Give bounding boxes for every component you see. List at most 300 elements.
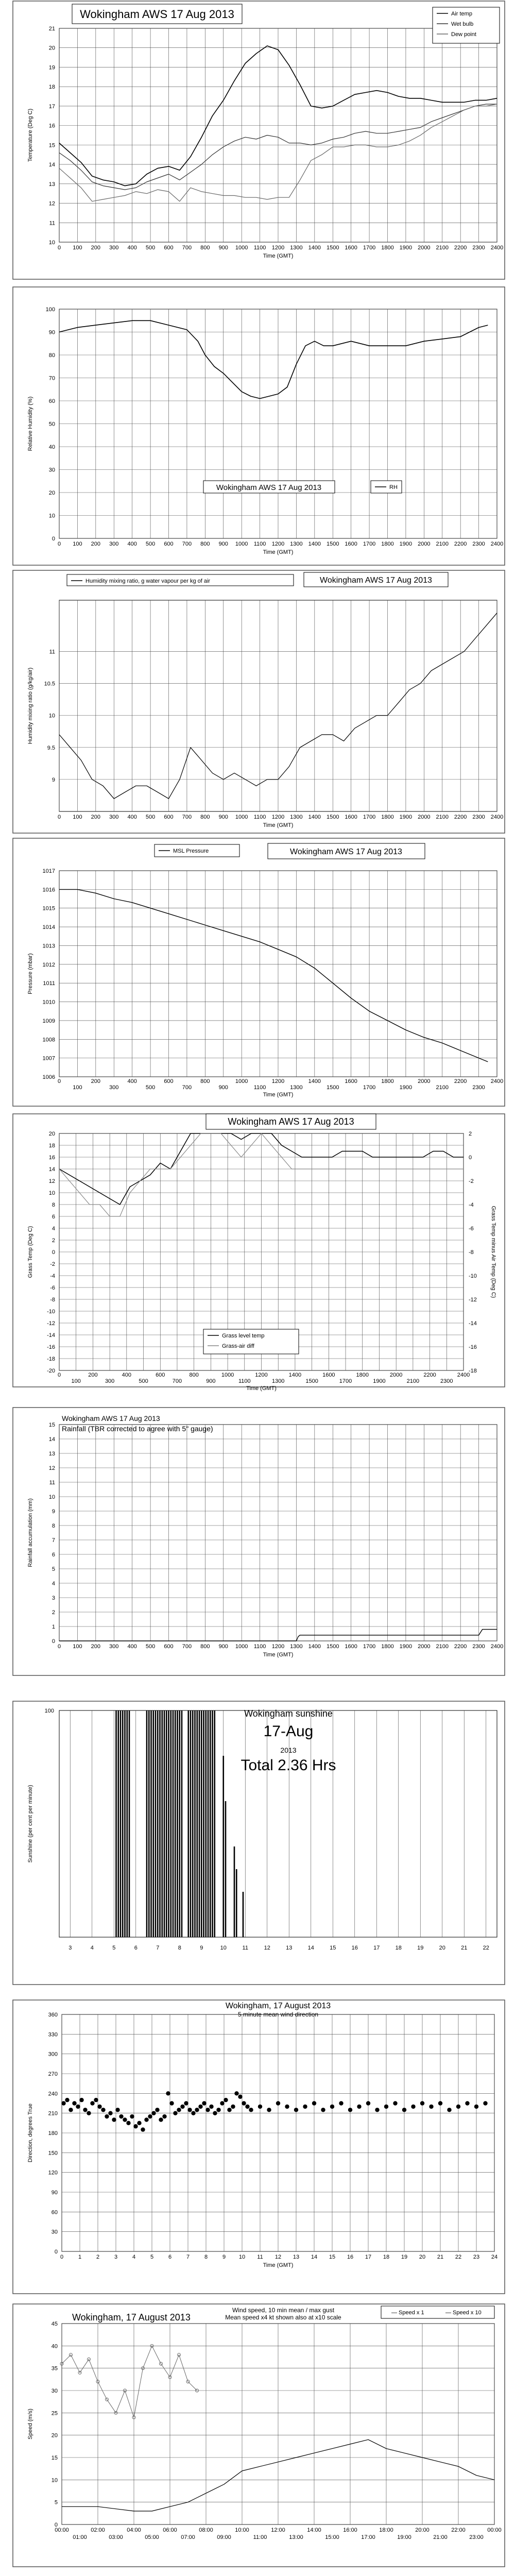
x-tick-label: 600 [156,1372,165,1378]
x-tick-label: 1200 [271,814,285,820]
x-tick-label: 900 [218,541,228,547]
x-tick-label: 20:00 [415,2527,430,2533]
x-tick-label: 2400 [457,1372,470,1378]
x-tick-label: 200 [91,245,101,251]
data-point [180,2105,184,2109]
x-tick-label: 1200 [271,245,285,251]
x-tick-label: 400 [127,245,137,251]
data-point [267,2108,271,2112]
x-tick-label: 2400 [490,1643,504,1650]
y-tick-label: 2 [52,1238,55,1244]
legend-entry: Grass-air diff [222,1343,254,1349]
x-tick-label: 2000 [389,1372,403,1378]
y-tick-label: 360 [48,2012,58,2018]
x-tick-label: 0 [57,245,61,251]
data-point [202,2101,206,2105]
y-tick-label: 12 [48,1465,55,1471]
y-tick-label: 0 [52,536,55,542]
x-tick-label: 1100 [253,245,266,251]
y-axis-label: Humidity mixing ratio (g/kg/air) [27,667,33,744]
data-point [303,2105,307,2109]
x-tick-label: 1700 [363,245,376,251]
legend-entry: Dew point [451,31,476,38]
data-point [245,2105,249,2109]
x-tick-label: 1000 [235,814,248,820]
x-tick-label: 1000 [235,1643,248,1650]
x-tick-label: 100 [73,1084,82,1091]
x-tick-label: 300 [109,541,119,547]
x-tick-label: 1100 [253,541,266,547]
y-tick-label: 5 [52,1566,55,1572]
y-tick-label: 18 [48,84,55,91]
x-tick-label: 1700 [363,541,376,547]
y-tick-label: 1007 [42,1055,55,1062]
y-tick-label: 0 [52,1638,55,1645]
x-tick-label: 800 [200,541,210,547]
x-tick-label: 1200 [271,1078,285,1084]
x-tick-label: 800 [200,814,210,820]
x-axis-label: Time (GMT) [263,549,294,555]
chart-title: Wokingham AWS 17 Aug 2013 [80,8,234,21]
x-tick-label: 500 [139,1378,148,1384]
x-tick-label: 1200 [271,541,285,547]
x-tick-label: 12 [274,2254,282,2260]
y-tick-label: 14 [48,1166,55,1173]
y-tick-label: 11 [49,649,55,655]
x-tick-label: 13:00 [289,2534,303,2540]
chart-temp [13,1,505,279]
x-tick-label: 20 [439,1945,445,1951]
x-tick-label: 1600 [345,541,357,547]
x-tick-label: 23:00 [469,2534,484,2540]
data-point [87,2111,91,2115]
y-axis-label: Temperature (Deg C) [27,108,33,162]
data-point [366,2101,370,2105]
y-tick-label: 12 [48,200,55,207]
data-point [209,2105,213,2109]
data-point [177,2108,181,2112]
y-tick-label: 9.5 [47,744,55,751]
x-tick-label: 1100 [253,1084,266,1091]
x-tick-label: 0 [57,814,61,820]
x-axis-label: Time (GMT) [263,1652,294,1658]
x-tick-label: 16 [351,1945,358,1951]
y-tick-label: 30 [51,2388,58,2394]
x-tick-label: 13 [293,2254,300,2260]
y-tick-label: 150 [48,2150,58,2157]
y-tick-label: 15 [48,1422,55,1428]
data-point [357,2105,361,2109]
data-point [115,2108,119,2112]
x-tick-label: 100 [73,814,82,820]
legend-entry: Grass level temp [222,1333,265,1339]
y-tick-label: -10 [47,1309,55,1315]
x-tick-label: 700 [182,1084,192,1091]
data-point [330,2105,334,2109]
data-point [285,2105,289,2109]
x-tick-label: 19 [417,1945,424,1951]
data-point [384,2105,388,2109]
data-point [198,2105,202,2109]
y-tick-label: 17 [48,103,55,110]
x-axis-label: Time (GMT) [246,1385,277,1392]
y-tick-label: 1012 [42,961,55,968]
y-tick-label: 30 [51,2229,58,2235]
x-tick-label: 1900 [399,245,413,251]
x-tick-label: 11 [242,1945,248,1951]
y-tick-label: 80 [48,352,55,359]
x-tick-label: 2000 [418,814,431,820]
x-tick-label: 300 [109,245,119,251]
x-tick-label: 06:00 [163,2527,177,2533]
legend-entry: Air temp [451,11,472,17]
data-point [402,2108,406,2112]
y-tick-label: -8 [50,1297,55,1303]
data-point [173,2111,177,2115]
x-tick-label: 700 [172,1378,182,1384]
x-tick-label: 2300 [472,814,485,820]
data-point [137,2121,141,2125]
chart-title: Wokingham AWS 17 Aug 2013 [228,1116,354,1127]
chart-title: Wokingham AWS 17 Aug 2013 [320,576,432,585]
legend-entry: — Speed x 10 [445,2310,482,2316]
data-point [429,2105,433,2109]
y-tick-label: 100 [44,1708,54,1714]
x-tick-label: 1100 [253,814,266,820]
data-point [187,2108,192,2112]
y-axis-label: Direction, degrees True [27,2103,33,2163]
x-tick-label: 100 [73,541,82,547]
y-tick-label: 1017 [42,868,55,874]
y2-tick-label: -14 [469,1320,477,1327]
x-tick-label: 200 [91,1078,101,1084]
x-tick-label: 15 [330,1945,336,1951]
data-point [159,2117,163,2122]
x-tick-label: 17 [365,2254,372,2260]
data-point [456,2105,460,2109]
y-tick-label: -4 [50,1273,55,1279]
y2-tick-label: -8 [469,1249,474,1256]
y2-tick-label: -2 [469,1178,474,1184]
y-tick-label: 70 [48,375,55,382]
x-tick-label: 13 [286,1945,293,1951]
x-tick-label: 19:00 [397,2534,411,2540]
chart-grass [13,1114,505,1392]
y-tick-label: 14 [48,1436,55,1443]
x-tick-label: 16:00 [343,2527,357,2533]
x-tick-label: 1100 [253,1643,266,1650]
x-tick-label: 2100 [436,814,449,820]
data-point [216,2108,220,2112]
x-tick-label: 5 [112,1945,116,1951]
x-tick-label: 200 [91,541,101,547]
y-tick-label: 1009 [42,1018,55,1024]
legend-entry: Wet bulb [451,21,474,27]
x-tick-label: 17 [373,1945,380,1951]
y-tick-label: 20 [51,2432,58,2439]
x-tick-label: 1300 [290,245,303,251]
legend-entry: Humidity mixing ratio, g water vapour per kg of air [85,578,211,584]
x-tick-label: 9 [222,2254,226,2260]
x-tick-label: 400 [127,1643,137,1650]
data-point [108,2111,112,2115]
y-tick-label: 1006 [42,1074,55,1080]
x-tick-label: 2400 [490,1078,504,1084]
x-tick-label: 500 [145,1643,156,1650]
y-tick-label: 1016 [42,887,55,893]
x-tick-label: 1400 [308,1078,321,1084]
y2-axis-label: Grass Temp minus Air Temp (Deg C) [490,1206,496,1298]
x-tick-label: 12:00 [271,2527,285,2533]
x-tick-label: 02:00 [91,2527,105,2533]
x-tick-label: 600 [164,541,174,547]
x-tick-label: 22 [455,2254,462,2260]
x-tick-label: 2200 [454,541,467,547]
x-tick-label: 500 [145,541,156,547]
data-point [276,2101,280,2105]
x-tick-label: 500 [145,245,156,251]
x-tick-label: 2200 [454,1078,467,1084]
x-tick-label: 400 [122,1372,132,1378]
x-tick-label: 1800 [381,1078,394,1084]
y-tick-label: 300 [48,2051,58,2058]
x-tick-label: 1900 [399,1084,413,1091]
y-tick-label: 8 [52,1523,55,1529]
x-tick-label: 12 [264,1945,270,1951]
data-point [65,2098,69,2102]
x-tick-label: 500 [145,1084,156,1091]
y-tick-label: 25 [51,2410,58,2417]
chart-title: Wokingham, 17 August 2013 [225,2002,331,2010]
data-point [213,2111,217,2115]
y2-tick-label: -18 [469,1368,477,1374]
x-tick-label: 1500 [305,1378,318,1384]
y-tick-label: 270 [48,2071,58,2077]
x-tick-label: 6 [134,1945,138,1951]
data-point [294,2108,298,2112]
y-tick-label: 15 [48,142,55,149]
y-tick-label: 1013 [42,943,55,950]
x-tick-label: 600 [164,814,174,820]
x-tick-label: 2100 [436,245,449,251]
chart-total: Total 2.36 Hrs [241,1757,336,1774]
y-tick-label: 1015 [42,905,55,912]
chart-windspeed [13,2304,505,2567]
y-tick-label: -18 [47,1356,55,1362]
y-axis-label: Grass Temp (Deg C) [27,1226,33,1278]
data-point [220,2101,224,2105]
chart-rain [13,1408,505,1675]
x-tick-label: 14 [307,1945,314,1951]
data-point [72,2101,76,2105]
x-tick-label: 1700 [363,1084,376,1091]
x-tick-label: 2400 [490,814,504,820]
chart-rh [13,287,505,565]
x-tick-label: 800 [200,1078,210,1084]
x-tick-label: 1900 [373,1378,386,1384]
x-tick-label: 1900 [399,541,413,547]
data-point [474,2105,478,2109]
chart-subtitle: 17-Aug [263,1723,314,1740]
x-tick-label: 18:00 [379,2527,393,2533]
x-tick-label: 9 [200,1945,203,1951]
x-tick-label: 2200 [423,1372,436,1378]
y-tick-label: 14 [48,162,55,168]
y-tick-label: 16 [48,1155,55,1161]
x-tick-label: 800 [189,1372,199,1378]
data-point [420,2101,424,2105]
x-axis-label: Time (GMT) [263,822,294,828]
data-point [151,2111,156,2115]
x-axis-label: Time (GMT) [263,253,294,259]
data-point [249,2108,253,2112]
data-point [195,2108,199,2112]
x-tick-label: 0 [57,1643,61,1650]
legend-entry: — Speed x 1 [391,2310,424,2316]
y-tick-label: 90 [51,2190,58,2196]
x-tick-label: 900 [206,1378,216,1384]
x-tick-label: 1300 [271,1378,285,1384]
y-tick-label: 5 [54,2499,58,2506]
x-tick-label: 3 [114,2254,118,2260]
y-tick-label: 90 [48,329,55,336]
chart-title: Wokingham AWS 17 Aug 2013 [62,1414,160,1422]
x-tick-label: 800 [200,245,210,251]
y-tick-label: -6 [50,1285,55,1291]
data-point [162,2114,166,2119]
x-tick-label: 900 [218,245,228,251]
y-tick-label: 15 [51,2455,58,2461]
x-tick-label: 1700 [363,814,376,820]
chart-subtitle: Rainfall (TBR corrected to agree with 5" gauge) [62,1425,213,1433]
x-tick-label: 1500 [327,245,339,251]
x-tick-label: 100 [71,1378,81,1384]
x-tick-label: 600 [164,1078,174,1084]
x-tick-label: 1700 [339,1378,352,1384]
y-tick-label: 40 [48,444,55,450]
data-point [101,2108,105,2112]
x-axis-label: Time (GMT) [263,2262,294,2268]
y-tick-label: 0 [54,2249,58,2255]
x-tick-label: 0 [57,1372,61,1378]
y-tick-label: 1014 [42,924,55,931]
y-tick-label: 21 [48,26,55,32]
x-tick-label: 21 [437,2254,444,2260]
x-tick-label: 15 [329,2254,336,2260]
data-point [68,2108,73,2112]
y-tick-label: 8 [52,1202,55,1208]
y-tick-label: 20 [48,490,55,496]
x-tick-label: 1300 [290,814,303,820]
x-tick-label: 400 [127,541,137,547]
data-point [169,2101,174,2105]
x-tick-label: 1700 [363,1643,376,1650]
x-tick-label: 3 [68,1945,72,1951]
data-point [258,2105,262,2109]
y-tick-label: 330 [48,2031,58,2038]
x-tick-label: 1400 [308,541,321,547]
y2-tick-label: -4 [469,1202,474,1208]
x-tick-label: 2200 [454,814,467,820]
y-tick-label: 10 [51,2477,58,2484]
y-tick-label: 6 [52,1214,55,1220]
x-tick-label: 10 [220,1945,227,1951]
data-point [155,2108,159,2112]
x-tick-label: 1900 [399,1643,413,1650]
x-tick-label: 10 [238,2254,246,2260]
y-tick-label: 60 [48,398,55,404]
x-tick-label: 00:00 [487,2527,502,2533]
data-point [123,2117,127,2122]
x-tick-label: 700 [182,541,192,547]
x-tick-label: 21:00 [433,2534,448,2540]
data-point [483,2101,487,2105]
x-tick-label: 1800 [356,1372,369,1378]
data-point [224,2098,228,2102]
y-tick-label: -12 [47,1320,55,1327]
x-tick-label: 1300 [290,1084,303,1091]
y-tick-label: 19 [48,64,55,71]
x-tick-label: 1800 [381,541,394,547]
x-tick-label: 900 [218,1084,228,1091]
chart-sun [13,1701,505,1985]
x-tick-label: 2000 [418,1078,431,1084]
x-tick-label: 03:00 [109,2534,123,2540]
legend-entry: RH [389,484,398,490]
data-point [191,2111,195,2115]
x-axis-label: Time (GMT) [263,1092,294,1098]
y-tick-label: 35 [51,2365,58,2372]
x-tick-label: 2100 [436,541,449,547]
y-tick-label: 1010 [42,999,55,1006]
x-tick-label: 23 [473,2254,480,2260]
x-tick-label: 200 [91,814,101,820]
x-tick-label: 200 [88,1372,98,1378]
y-axis-label: Rainfall accumulation (mm) [27,1498,33,1567]
y2-tick-label: -6 [469,1226,474,1232]
x-tick-label: 0 [60,2254,64,2260]
y-tick-label: 13 [48,1451,55,1457]
x-tick-label: 1500 [327,814,339,820]
x-tick-label: 2000 [418,541,431,547]
y-tick-label: 10.5 [44,681,55,687]
chart-title: Wokingham AWS 17 Aug 2013 [290,848,402,856]
x-tick-label: 2300 [472,245,485,251]
data-point [141,2127,145,2131]
y2-tick-label: 2 [469,1131,472,1137]
x-tick-label: 900 [218,1643,228,1650]
x-tick-label: 700 [182,1643,192,1650]
x-tick-label: 4 [132,2254,136,2260]
x-tick-label: 8 [204,2254,208,2260]
x-tick-label: 09:00 [217,2534,231,2540]
y-tick-label: 10 [48,513,55,519]
data-point [144,2117,148,2122]
x-tick-label: 17:00 [361,2534,375,2540]
x-tick-label: 1600 [345,1643,357,1650]
x-tick-label: 300 [105,1378,115,1384]
y2-tick-label: -10 [469,1273,477,1279]
chart-title: Wokingham sunshine [244,1708,333,1719]
data-point [90,2101,94,2105]
data-point [79,2098,83,2102]
y-tick-label: 4 [52,1226,55,1232]
x-tick-label: 11:00 [253,2534,267,2540]
x-tick-label: 2400 [490,245,504,251]
x-tick-label: 22:00 [451,2527,466,2533]
y-tick-label: 9 [52,776,55,783]
chart-subtitle: 5 minute mean wind direction [237,2011,319,2018]
